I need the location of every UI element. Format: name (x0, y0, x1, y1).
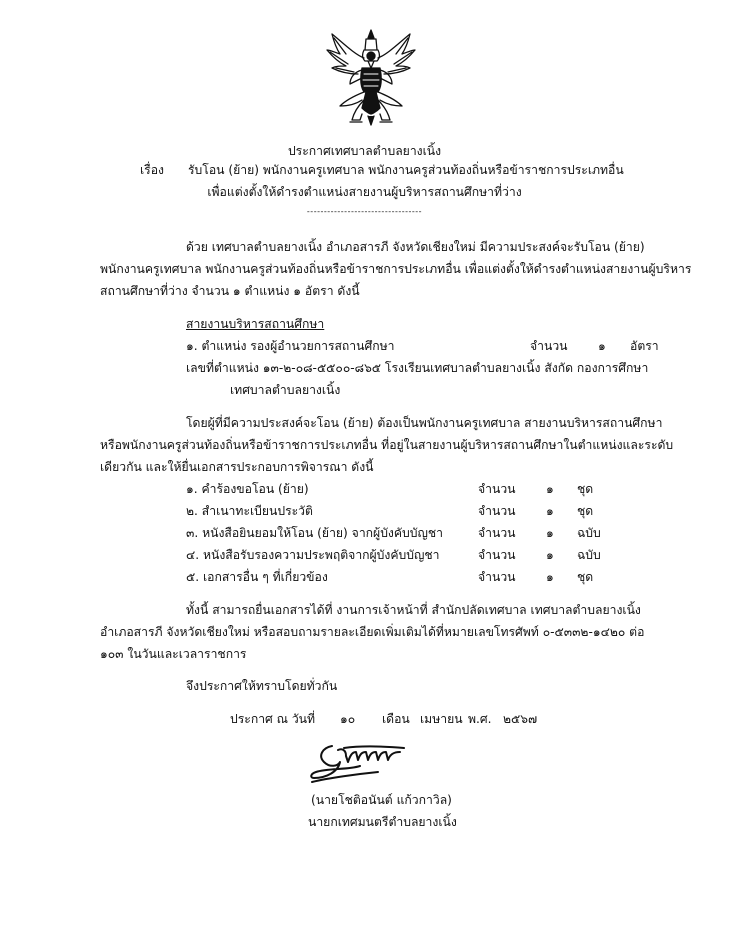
garuda-emblem-icon (324, 28, 418, 126)
position-item: ๑. ตำแหน่ง รองผู้อำนวยการสถานศึกษา (186, 339, 395, 353)
document-count-label: จำนวน (478, 504, 516, 518)
subject-line-2: เพื่อแต่งตั้งให้ดำรงตำแหน่งสายงานผู้บริหารสถานศึกษาที่ว่าง (207, 185, 522, 199)
date-month: เมษายน (420, 712, 463, 726)
date-day: ๑๐ (340, 712, 356, 726)
intro-line-3: สถานศึกษาที่ว่าง จำนวน ๑ ตำแหน่ง ๑ อัตรา ดังนี้ (100, 284, 360, 298)
date-month-label: เดือน (382, 712, 410, 726)
document-name: ๕. เอกสารอื่น ๆ ที่เกี่ยวข้อง (186, 570, 328, 584)
date-prefix: ประกาศ ณ วันที่ (230, 712, 316, 726)
document-unit: ชุด (577, 482, 594, 496)
document-qty: ๑ (546, 482, 554, 496)
position-code-line: เลขที่ตำแหน่ง ๑๓-๒-๐๘-๕๕๐๐-๘๖๕ โรงเรียนเทศบาลตำบลยางเนิ้ง สังกัด กองการศึกษา (186, 361, 649, 375)
position-code-line-2: เทศบาลตำบลยางเนิ้ง (230, 383, 341, 397)
document-qty: ๑ (546, 504, 554, 518)
contact-line-3: ๑๐๓ ในวันและเวลาราชการ (100, 647, 247, 661)
requirements-line-1: โดยผู้ที่มีความประสงค์จะโอน (ย้าย) ต้องเป็นพนักงานครูเทศบาล สายงานบริหารสถานศึกษา (186, 416, 663, 430)
document-unit: ฉบับ (577, 548, 601, 562)
intro-line-1: ด้วย เทศบาลตำบลยางเนิ้ง อำเภอสารภี จังหวัดเชียงใหม่ มีความประสงค์จะรับโอน (ย้าย) (186, 240, 645, 254)
document-qty: ๑ (546, 570, 554, 584)
document-name: ๑. คำร้องขอโอน (ย้าย) (186, 482, 309, 496)
date-year: ๒๕๖๗ (503, 712, 538, 726)
subject-line-1: รับโอน (ย้าย) พนักงานครูเทศบาล พนักงานครูส่วนท้องถิ่นหรือข้าราชการประเภทอื่น (188, 163, 624, 177)
requirements-line-3: เดียวกัน และให้ยื่นเอกสารประกอบการพิจารณา ดังนี้ (100, 460, 374, 474)
subject-label: เรื่อง (140, 163, 164, 177)
section-title: สายงานบริหารสถานศึกษา (186, 317, 325, 331)
position-count-label: จำนวน (530, 339, 568, 353)
document-count-label: จำนวน (478, 548, 516, 562)
requirements-line-2: หรือพนักงานครูส่วนท้องถิ่นหรือข้าราชการประเภทอื่น ที่อยู่ในสายงานผู้บริหารสถานศึกษาในตำแหน่งและระดับ (100, 438, 674, 452)
position-count-value: ๑ (598, 339, 606, 353)
position-count-unit: อัตรา (630, 339, 659, 353)
document-count-label: จำนวน (478, 570, 516, 584)
contact-line-1: ทั้งนี้ สามารถยื่นเอกสารได้ที่ งานการเจ้าหน้าที่ สำนักปลัดเทศบาล เทศบาลตำบลยางเนิ้ง (186, 603, 641, 617)
handwritten-signature-icon (308, 738, 412, 790)
announcement-title: ประกาศเทศบาลตำบลยางเนิ้ง (287, 144, 442, 158)
document-name: ๔. หนังสือรับรองความประพฤติจากผู้บังคับบัญชา (186, 548, 440, 562)
document-unit: ฉบับ (577, 526, 601, 540)
date-year-label: พ.ศ. (468, 712, 492, 726)
document-unit: ชุด (577, 570, 594, 584)
document-unit: ชุด (577, 504, 594, 518)
signer-name: (นายโชติอนันต์ แก้วกาวิล) (311, 793, 452, 807)
closing-statement: จึงประกาศให้ทราบโดยทั่วกัน (186, 679, 338, 693)
signer-title: นายกเทศมนตรีตำบลยางเนิ้ง (308, 815, 457, 829)
document-name: ๓. หนังสือยินยอมให้โอน (ย้าย) จากผู้บังคับบัญชา (186, 526, 444, 540)
document-qty: ๑ (546, 526, 554, 540)
header-divider: ---------------------------------- (306, 207, 423, 216)
document-count-label: จำนวน (478, 526, 516, 540)
intro-line-2: พนักงานครูเทศบาล พนักงานครูส่วนท้องถิ่นหรือข้าราชการประเภทอื่น เพื่อแต่งตั้งให้ดำรงตำแหน่งสายงานผู้บริหาร (100, 262, 692, 276)
document-count-label: จำนวน (478, 482, 516, 496)
document-name: ๒. สำเนาทะเบียนประวัติ (186, 504, 313, 518)
contact-line-2: อำเภอสารภี จังหวัดเชียงใหม่ หรือสอบถามรายละเอียดเพิ่มเติมได้ที่หมายเลขโทรศัพท์ ๐-๕๓๓๒-๑๔๒๐ ต่อ (100, 625, 645, 639)
document-qty: ๑ (546, 548, 554, 562)
